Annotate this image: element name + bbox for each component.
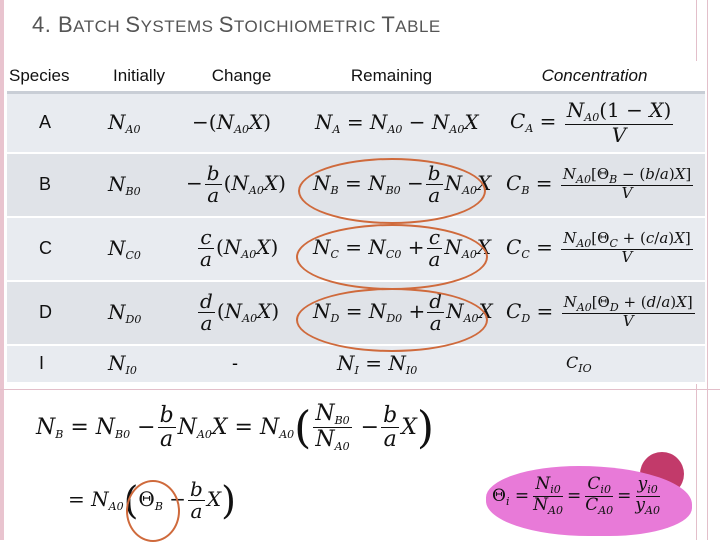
math-expression: $N_A = N_{A0} - N_{A0}X$ xyxy=(315,109,479,136)
math-expression: $N_C = N_{C0}$ + $\frac{c}{a}$ $N_{A0}X$ xyxy=(313,225,492,271)
initial-cell xyxy=(94,345,184,383)
change-cell xyxy=(184,93,299,153)
highlight-oval-d xyxy=(296,288,488,352)
col-header-initially: Initially xyxy=(94,61,184,93)
change-dash: - xyxy=(232,353,238,373)
change-cell xyxy=(184,281,299,345)
math-expression: $N_{I0}$ xyxy=(108,350,137,377)
slide-title: 4. BATCH SYSTEMS STOICHIOMETRIC TABLE xyxy=(32,12,441,37)
math-expression: $C_D$ = $\frac{N_{A0}[\Theta_D + (d/a)X]}{V}$ xyxy=(506,292,693,331)
concentration-cell xyxy=(484,93,705,153)
remaining-cell xyxy=(299,93,484,153)
math-expression: $N_B = N_{B0}$ − $\frac{b}{a}$ $N_{A0}X$ xyxy=(313,161,492,207)
species-cell: B xyxy=(7,153,94,217)
math-expression: $C_B$ = $\frac{N_{A0}[\Theta_B - (b/a)X]}{V}$ xyxy=(506,164,692,203)
initial-cell xyxy=(94,217,184,281)
highlight-oval-b xyxy=(298,158,486,224)
math-expression: $N_D = N_{D0}$ + $\frac{d}{a}$ $N_{A0}X$ xyxy=(313,289,493,335)
math-expression: − $\frac{b}{a}$ $(N_{A0}X)$ xyxy=(186,161,286,207)
col-header-change: Change xyxy=(184,61,299,93)
initial-cell xyxy=(94,281,184,345)
math-expression: $N_{A0}$ xyxy=(108,109,141,136)
math-expression: $\frac{d}{a}$ $(N_{A0}X)$ xyxy=(200,289,280,335)
change-cell xyxy=(184,153,299,217)
math-expression: $-(N_{A0}X)$ xyxy=(192,109,272,136)
table-row xyxy=(7,93,705,153)
math-expression: $C_C$ = $\frac{N_{A0}[\Theta_C + (c/a)X]}{V}$ xyxy=(506,228,691,267)
math-expression: $C_A$ = $\frac{N_{A0}(1 - X)}{V}$ xyxy=(510,97,672,147)
col-header-remaining: Remaining xyxy=(299,61,484,93)
equation-nb-expansion: $N_B = N_{B0}$ − $\frac{b}{a}$ $N_{A0}X = N_{A0}$( $\frac{N_{B0}}{N_{A0}}$ − $\frac{b}{a}$ X) xyxy=(36,401,435,453)
col-header-concentration: Concentration xyxy=(484,61,705,93)
species-cell: D xyxy=(7,281,94,345)
slide-frame-left xyxy=(0,0,4,540)
concentration-cell xyxy=(484,345,705,383)
math-expression: $C_{IO}$ xyxy=(566,352,592,375)
initial-cell xyxy=(94,153,184,217)
change-cell xyxy=(184,217,299,281)
math-expression: $N_I = N_{I0}$ xyxy=(337,350,418,377)
math-expression: $N_{D0}$ xyxy=(108,299,142,326)
change-cell xyxy=(184,345,299,383)
equation-nb-theta: = $N_{A0}(\Theta_B$ − $\frac{b}{a}$ X) xyxy=(68,476,236,523)
species-cell: I xyxy=(7,345,94,383)
concentration-cell xyxy=(484,217,705,281)
table-row xyxy=(7,345,705,383)
species-cell: A xyxy=(7,93,94,153)
slide-frame-bottom xyxy=(0,389,720,390)
highlight-oval-c xyxy=(296,224,488,290)
math-expression: $N_{B0}$ xyxy=(108,171,141,198)
col-header-species: Species xyxy=(7,61,94,93)
initial-cell xyxy=(94,93,184,153)
math-expression: $\frac{c}{a}$ $(N_{A0}X)$ xyxy=(200,225,279,271)
equation-theta-definition: $\Theta_i$ = $\frac{N_{i0}}{N_{A0}}$ = $\frac{C_{i0}}{C_{A0}}$ = $\frac{y_{i0}}{y_{A0}}$ xyxy=(492,474,660,517)
species-cell: C xyxy=(7,217,94,281)
table-header-row xyxy=(7,61,705,93)
concentration-cell xyxy=(484,281,705,345)
concentration-cell xyxy=(484,153,705,217)
math-expression: $N_{C0}$ xyxy=(108,235,141,262)
highlight-oval-theta-b xyxy=(126,480,180,542)
